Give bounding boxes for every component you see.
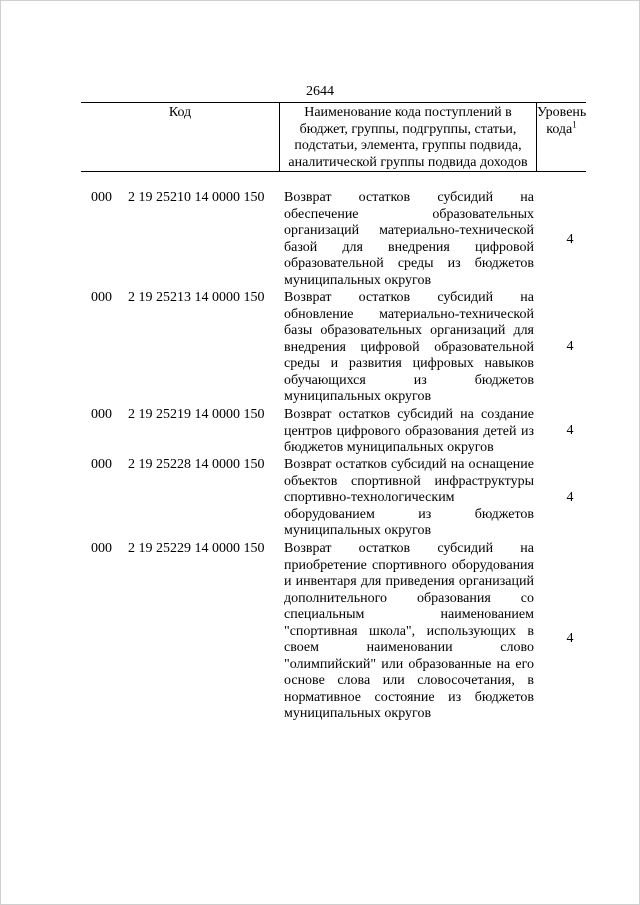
header-level-label: Уровень кода — [537, 105, 587, 137]
row-level: 4 — [566, 490, 574, 505]
table-body — [0, 190, 640, 741]
row-name: Возврат остатков субсидий на оснащение объектов спортивной инфраструктуры спортивно-технологическим оборудованием из бюджетов муниципальных округов — [284, 457, 534, 538]
row-admin-code: 000 — [91, 407, 112, 422]
row-name: Возврат остатков субсидий на приобретение спортивного оборудования и инвентаря для приведения организаций дополнительного образования со специальным наименованием "спортивная школа", использующих в своем наименовании слово "олимпийский" или образованные на его основе слова или словосочетания, в нормативное состояние из бюджетов муниципальных округов — [284, 541, 534, 721]
row-code: 2 19 25228 14 0000 150 — [128, 457, 265, 472]
header-level — [537, 103, 586, 171]
header-level-footnote: 1 — [572, 118, 577, 129]
row-level: 4 — [566, 423, 574, 438]
row-name: Возврат остатков субсидий на обеспечение образовательных организаций материально-технической базой для внедрения цифровой образовательной среды из бюджетов муниципальных округов — [284, 190, 534, 288]
row-name: Возврат остатков субсидий на создание центров цифрового образования детей из бюджетов муниципальных округов — [284, 407, 534, 455]
table-row — [0, 541, 640, 741]
row-code: 2 19 25229 14 0000 150 — [128, 541, 265, 556]
row-code: 2 19 25210 14 0000 150 — [128, 190, 265, 205]
table-row — [0, 190, 640, 290]
table-row — [0, 290, 640, 407]
row-admin-code: 000 — [91, 290, 112, 305]
row-level: 4 — [566, 339, 574, 354]
table-header — [81, 102, 586, 172]
row-admin-code: 000 — [91, 541, 112, 556]
row-level: 4 — [566, 631, 574, 646]
row-admin-code: 000 — [91, 190, 112, 205]
row-code: 2 19 25219 14 0000 150 — [128, 407, 265, 422]
row-admin-code: 000 — [91, 457, 112, 472]
table-row — [0, 457, 640, 541]
row-code: 2 19 25213 14 0000 150 — [128, 290, 265, 305]
page-number: 2644 — [306, 84, 334, 99]
header-name: Наименование кода поступлений в бюджет, группы, подгруппы, статьи, подстатьи, элемента, группы подвида, аналитической группы подвида доходов — [279, 103, 537, 171]
header-code: Код — [168, 105, 192, 120]
row-name: Возврат остатков субсидий на обновление материально-технической базы образовательных организаций для внедрения цифровой образовательной среды и развития цифровых навыков обучающихся из бюджетов муниципальных округов — [284, 290, 534, 404]
table-row — [0, 407, 640, 457]
row-level: 4 — [566, 232, 574, 247]
